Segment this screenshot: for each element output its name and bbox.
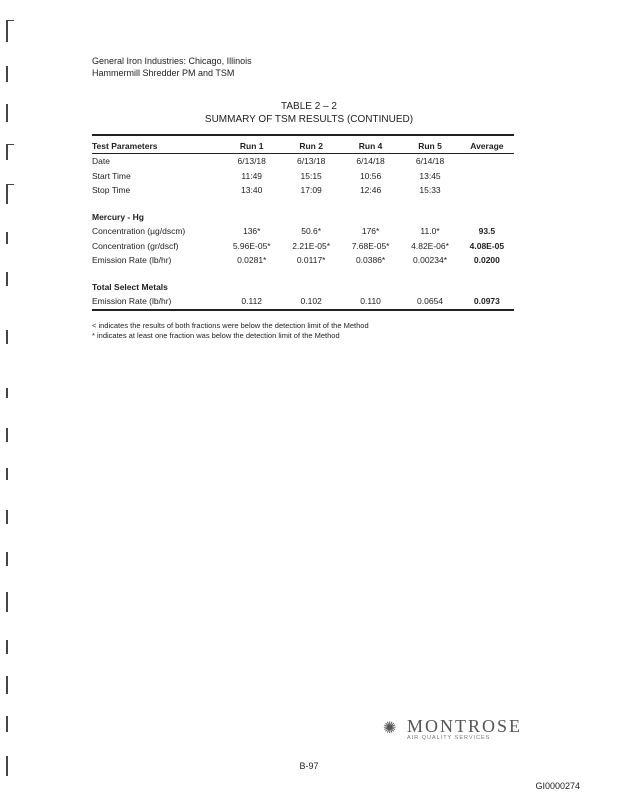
tsm-results-table [92,134,514,311]
cell-average [460,183,514,198]
table-header-row [92,135,514,154]
cell-run-2: 15:15 [300,170,322,181]
cell-run-4: 0.0386* [355,255,386,266]
row-label: Date [92,156,110,167]
header-line-test: Hammermill Shredder PM and TSM [92,68,235,78]
col-header-run-4: Run 4 [341,135,400,154]
cell-average: 0.0200 [473,255,500,266]
cell-run-1: 0.0281* [237,255,267,266]
cell-run-5: 11.0* [420,226,440,237]
table-row-emission-tsm [92,294,514,310]
section-label: Mercury - Hg [92,211,144,222]
row-label: Emission Rate (lb/hr) [92,294,222,310]
footnote-both-fractions: < indicates the results of both fractions were below the detection limit of the Method [92,321,369,330]
table-section-tsm [92,280,514,295]
cell-average [460,154,514,169]
cell-run-1: 5.96E-05* [232,240,271,251]
cell-run-5: 0.0654 [400,294,459,310]
document-id: GI0000274 [535,781,580,791]
table-row-emission-hg [92,253,514,268]
cell-run-1: 13:40 [241,185,263,196]
cell-run-5: 0.00234* [413,255,448,266]
cell-run-4: 6/14/18 [356,156,385,167]
cell-run-5: 4.82E-06* [411,240,449,251]
row-label: Concentration (µg/dscm) [92,226,186,237]
row-label: Stop Time [92,185,131,196]
cell-run-2: 17:09 [300,185,322,196]
cell-average [460,169,514,184]
logo-tagline: AIR QUALITY SERVICES [407,735,491,741]
cell-run-2: 50.6* [301,226,322,237]
cell-run-5: 15:33 [419,185,441,196]
col-header-run-2: Run 2 [281,135,340,154]
col-header-parameters: Test Parameters [92,135,222,154]
row-label: Emission Rate (lb/hr) [92,255,172,266]
cell-run-1: 11:49 [241,170,263,181]
cell-run-4: 7.68E-05* [351,240,390,251]
logo-name: MONTROSE [407,716,523,736]
cell-average: 0.0973 [460,294,514,310]
cell-run-4: 176* [361,226,380,237]
table-title [0,100,618,126]
table-footnotes [92,321,369,341]
cell-run-2: 6/13/18 [296,156,326,167]
document-header [92,55,252,79]
cell-run-2: 0.102 [281,294,340,310]
cell-run-5: 6/14/18 [415,156,445,167]
cell-run-4: 10:56 [359,170,382,181]
table-row-date [92,154,514,169]
header-line-location: General Iron Industries: Chicago, Illinois [92,56,252,66]
cell-run-1: 0.112 [222,294,281,310]
cell-average: 4.08E-05 [469,240,505,251]
page-number: B-97 [299,761,319,771]
table-row-conc-ug [92,224,514,239]
table-spacer-row [92,268,514,280]
cell-run-1: 6/13/18 [237,156,266,167]
footnote-one-fraction: * indicates at least one fraction was below the detection limit of the Method [92,331,340,340]
table-section-mercury [92,210,514,225]
col-header-average: Average [460,135,514,154]
cell-run-4: 12:46 [359,185,382,196]
cell-run-5: 13:45 [419,170,441,181]
cell-run-1: 136* [242,226,261,237]
logo-mark-icon: ✺ [383,720,397,737]
cell-average: 93.5 [478,226,496,237]
table-number: TABLE 2 – 2 [281,101,337,112]
table-row-start-time [92,169,514,184]
cell-run-4: 0.110 [341,294,400,310]
col-header-run-5: Run 5 [400,135,459,154]
row-label: Start Time [92,170,131,181]
col-header-run-1: Run 1 [222,135,281,154]
table-row-conc-gr [92,239,514,254]
table-caption: SUMMARY OF TSM RESULTS (CONTINUED) [204,114,414,125]
montrose-logo [383,716,523,746]
section-label: Total Select Metals [92,281,168,292]
row-label: Concentration (gr/dscf) [92,240,179,251]
table-row-stop-time [92,183,514,198]
table-spacer-row [92,198,514,210]
cell-run-2: 0.0117* [296,255,326,266]
cell-run-2: 2.21E-05* [292,240,331,251]
